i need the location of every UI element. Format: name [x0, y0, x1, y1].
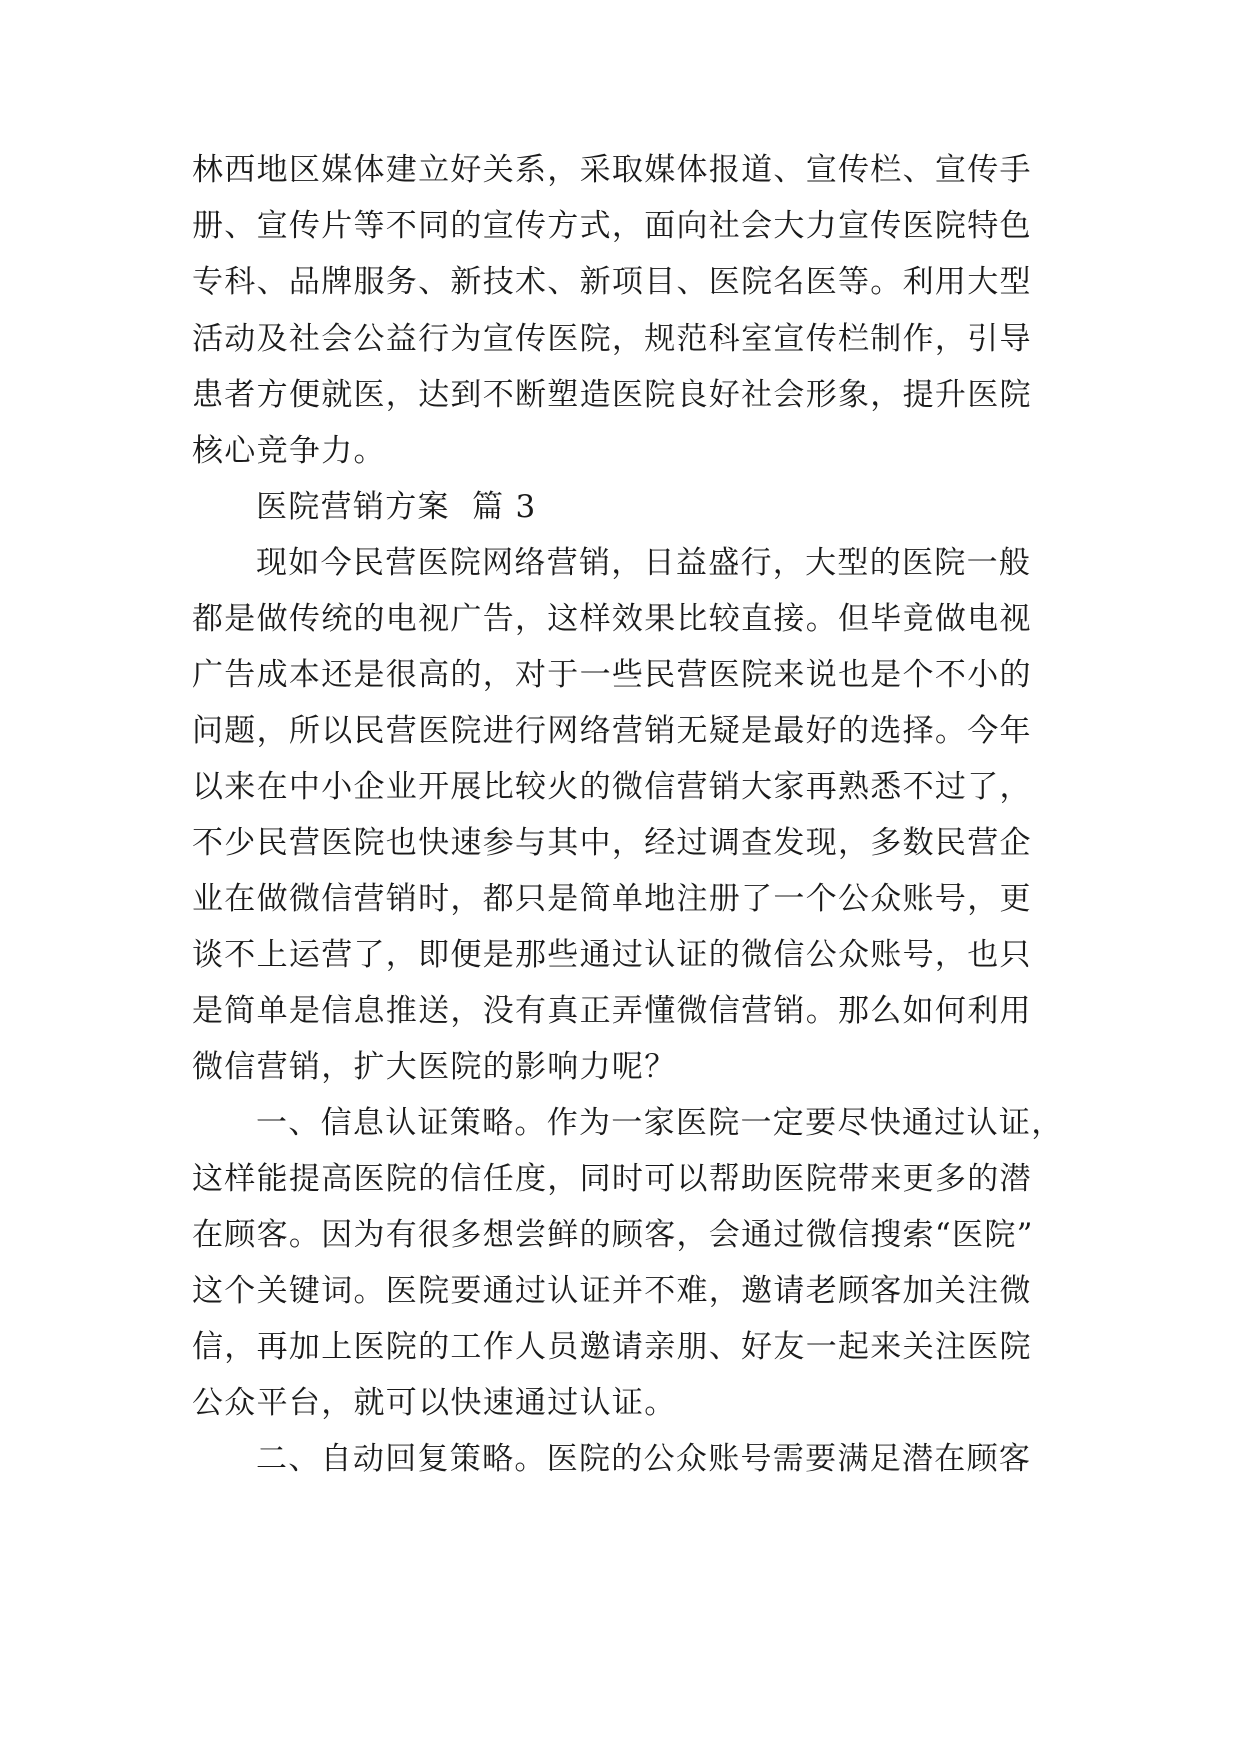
text-line: 问题，所以民营医院进行网络营销无疑是最好的选择。今年: [192, 713, 1032, 749]
text-line: 核心竞争力。: [192, 433, 386, 469]
text-line: 业在做微信营销时，都只是简单地注册了一个公众账号，更: [192, 881, 1032, 917]
text-line: 广告成本还是很高的，对于一些民营医院来说也是个不小的: [192, 657, 1032, 693]
text-line: 都是做传统的电视广告，这样效果比较直接。但毕竟做电视: [192, 601, 1032, 637]
text-line: 不少民营医院也快速参与其中，经过调查发现，多数民营企: [192, 825, 1032, 861]
text-line: 二、自动回复策略。医院的公众账号需要满足潜在顾客: [256, 1441, 1032, 1477]
text-line: 以来在中小企业开展比较火的微信营销大家再熟悉不过了，: [192, 769, 1032, 805]
section-heading: 医院营销方案 篇 3: [256, 489, 537, 525]
text-line: 册、宣传片等不同的宣传方式，面向社会大力宣传医院特色: [192, 208, 1032, 244]
text-line: 林西地区媒体建立好关系，采取媒体报道、宣传栏、宣传手: [192, 152, 1032, 188]
text-line: 谈不上运营了，即便是那些通过认证的微信公众账号，也只: [192, 937, 1032, 973]
text-line: 公众平台，就可以快速通过认证。: [192, 1385, 677, 1421]
text-line: 是简单是信息推送，没有真正弄懂微信营销。那么如何利用: [192, 993, 1032, 1029]
text-line: 在顾客。因为有很多想尝鲜的顾客，会通过微信搜索“医院”: [192, 1217, 1034, 1253]
text-line: 信，再加上医院的工作人员邀请亲朋、好友一起来关注医院: [192, 1329, 1032, 1365]
text-line: 一、信息认证策略。作为一家医院一定要尽快通过认证，: [256, 1105, 1064, 1141]
text-line: 患者方便就医，达到不断塑造医院良好社会形象，提升医院: [192, 377, 1032, 413]
text-line: 专科、品牌服务、新技术、新项目、医院名医等。利用大型: [192, 264, 1032, 300]
text-line: 这样能提高医院的信任度，同时可以帮助医院带来更多的潜: [192, 1161, 1032, 1197]
text-line: 微信营销，扩大医院的影响力呢？: [192, 1049, 677, 1085]
text-line: 这个关键词。医院要通过认证并不难，邀请老顾客加关注微: [192, 1273, 1032, 1309]
text-line: 现如今民营医院网络营销，日益盛行，大型的医院一般: [256, 545, 1032, 581]
text-line: 活动及社会公益行为宣传医院，规范科室宣传栏制作，引导: [192, 321, 1032, 357]
